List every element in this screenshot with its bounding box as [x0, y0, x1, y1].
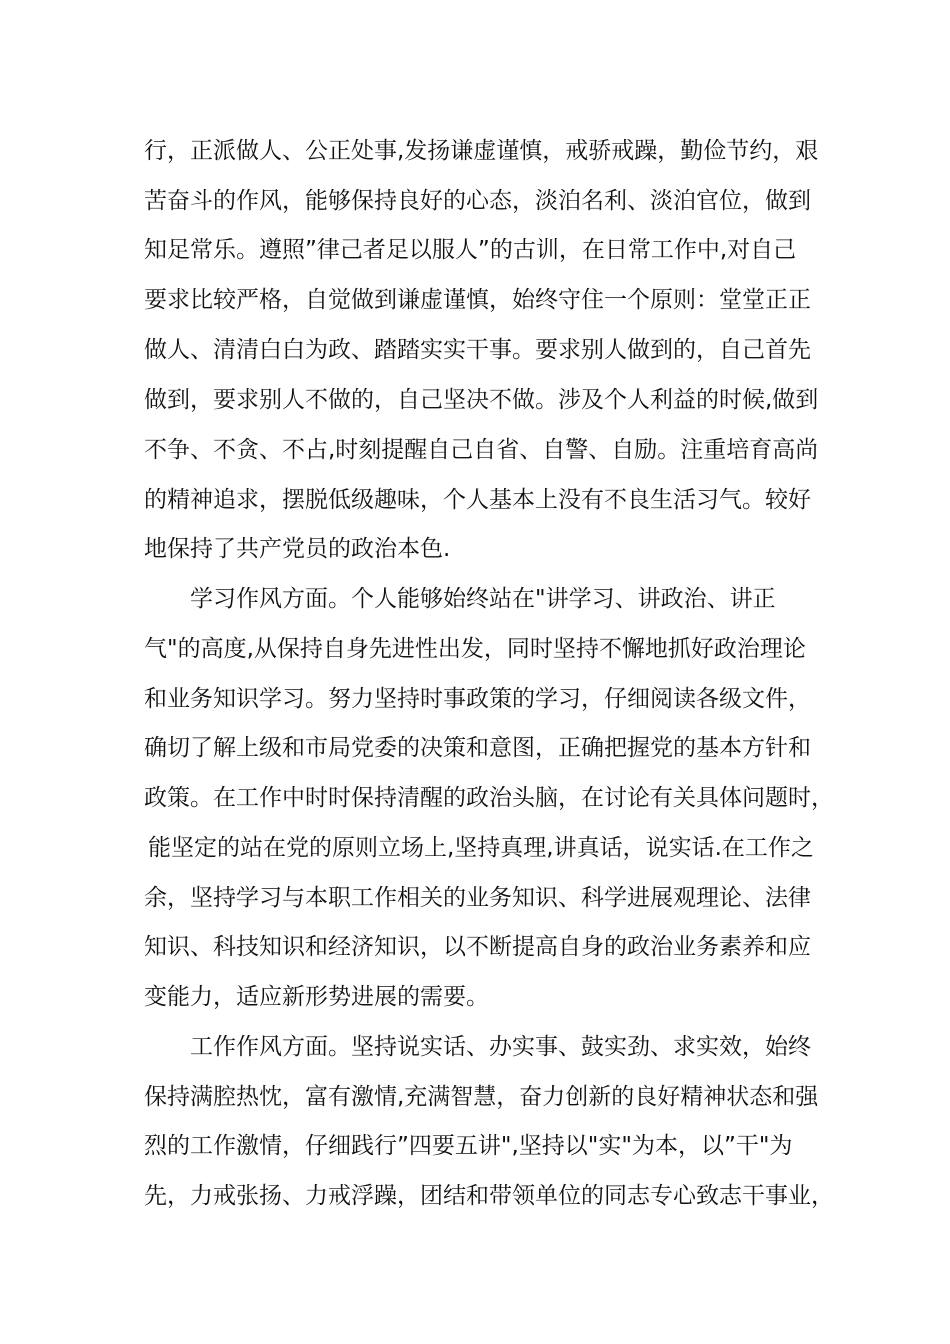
paragraph-line: 能坚定的站在党的原则立场上,坚持真理,讲真话，说实话.在工作之: [148, 835, 814, 861]
paragraph-line: 做到，要求别人不做的，自己坚决不做。涉及个人利益的时候,做到: [144, 387, 819, 413]
paragraph-line: 要求比较严格，自觉做到谦虚谨慎，始终守住一个原则：堂堂正正: [144, 287, 811, 313]
paragraph-line: 保持满腔热忱，富有激情,充满智慧，奋力创新的良好精神状态和强: [144, 1084, 819, 1110]
paragraph-line: 的精神追求，摆脱低级趣味，个人基本上没有不良生活习气。较好: [144, 487, 811, 513]
paragraph-line: 知足常乐。遵照”律己者足以服人”的古训，在日常工作中,对自己: [144, 237, 797, 263]
paragraph-first-line: 学习作风方面。个人能够始终站在"讲学习、讲政治、讲正: [190, 586, 776, 612]
paragraph-line: 确切了解上级和市局党委的决策和意图，正确把握党的基本方针和: [144, 735, 811, 761]
paragraph-line: 气"的高度,从保持自身先进性出发，同时坚持不懈地抓好政治理论: [144, 636, 806, 662]
paragraph-line: 政策。在工作中时时保持清醒的政治头脑，在讨论有关具体问题时，: [144, 785, 834, 811]
paragraph-line: 烈的工作激情，仔细践行”四要五讲",坚持以"实"为本，以”干"为: [144, 1133, 793, 1159]
paragraph-line: 不争、不贪、不占,时刻提醒自己自省、自警、自励。注重培育高尚: [144, 437, 819, 463]
paragraph-line: 苦奋斗的作风，能够保持良好的心态，淡泊名利、淡泊官位，做到: [144, 188, 811, 214]
paragraph-line: 知识、科技知识和经济知识，以不断提高自身的政治业务素养和应: [144, 934, 811, 960]
paragraph-line: 地保持了共产党员的政治本色.: [144, 536, 451, 562]
paragraph-line: 变能力，适应新形势进展的需要。: [144, 984, 489, 1010]
paragraph-line: 余，坚持学习与本职工作相关的业务知识、科学进展观理论、法律: [144, 885, 811, 911]
paragraph-line: 和业务知识学习。努力坚持时事政策的学习，仔细阅读各级文件，: [144, 686, 811, 712]
paragraph-line: 先，力戒张扬、力戒浮躁，团结和带领单位的同志专心致志干事业，: [144, 1183, 834, 1209]
paragraph-line: 行，正派做人、公正处事,发扬谦虚谨慎，戒骄戒躁，勤俭节约，艰: [144, 138, 819, 164]
paragraph-line: 做人、清清白白为政、踏踏实实干事。要求别人做到的，自己首先: [144, 337, 811, 363]
paragraph-first-line: 工作作风方面。坚持说实话、办实事、鼓实劲、求实效，始终: [190, 1034, 811, 1060]
